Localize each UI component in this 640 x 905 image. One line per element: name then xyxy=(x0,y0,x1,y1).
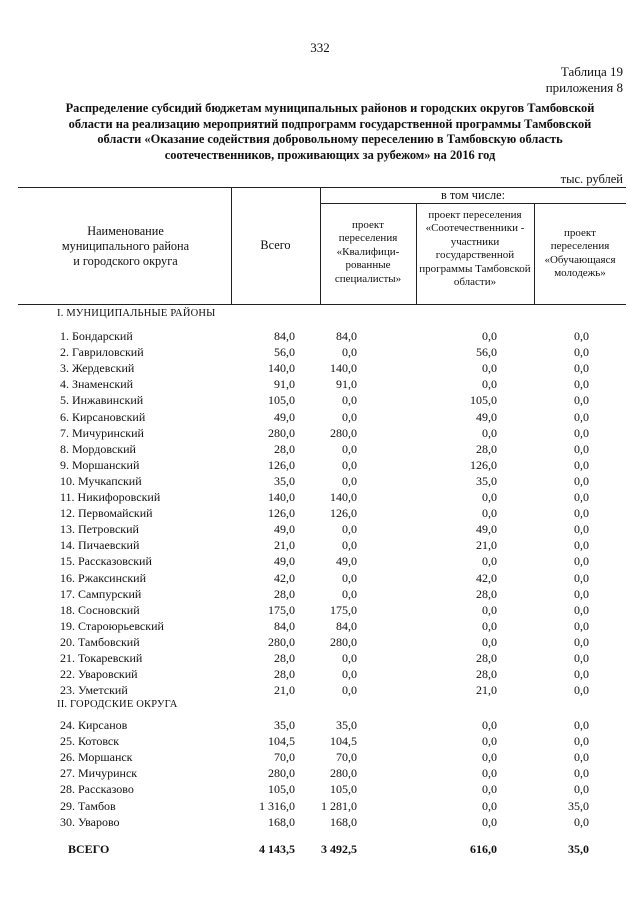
cell-youth: 0,0 xyxy=(574,814,589,829)
cell-youth: 0,0 xyxy=(574,651,589,665)
row-name: 21. Токаревский xyxy=(60,651,143,665)
cell-youth: 0,0 xyxy=(574,718,589,732)
cell-qualified: 0,0 xyxy=(342,457,357,472)
cell-youth: 0,0 xyxy=(574,667,589,682)
table-row xyxy=(0,344,640,360)
cell-qualified: 0,0 xyxy=(342,473,357,488)
cell-qualified: 0,0 xyxy=(342,683,357,698)
appendix-label: приложения 8 xyxy=(545,80,623,95)
row-name: 1. Бондарский xyxy=(60,329,133,343)
cell-youth: 0,0 xyxy=(574,734,589,749)
cell-compatriots: 105,0 xyxy=(470,393,497,408)
header-name xyxy=(20,224,231,269)
cell-compatriots: 49,0 xyxy=(476,409,497,424)
header-line: Наименование xyxy=(87,224,164,238)
units-label: тыс. рублей xyxy=(560,172,623,186)
cell-total: 21,0 xyxy=(274,683,295,698)
header-line: переселения xyxy=(550,240,610,253)
table-row xyxy=(0,650,640,666)
cell-youth: 0,0 xyxy=(574,345,589,360)
cell-total: 70,0 xyxy=(274,750,295,765)
cell-qualified: 140,0 xyxy=(330,361,357,376)
page-number: 332 xyxy=(310,40,330,55)
header-line: специалисты» xyxy=(334,272,402,285)
cell-compatriots: 42,0 xyxy=(476,570,497,585)
table-caption xyxy=(546,64,623,96)
table-row xyxy=(0,717,640,733)
row-name: 29. Тамбов xyxy=(60,798,116,813)
table-row xyxy=(0,409,640,425)
row-name: 12. Первомайский xyxy=(60,506,153,521)
cell-total: 140,0 xyxy=(268,361,295,376)
cell-total: 84,0 xyxy=(274,618,295,633)
header-line: «Соотечественники - xyxy=(425,222,525,235)
cell-compatriots: 0,0 xyxy=(482,506,497,521)
cell-total: 28,0 xyxy=(274,667,295,682)
cell-qualified: 0,0 xyxy=(342,441,357,456)
row-name: 2. Гавриловский xyxy=(60,345,144,360)
cell-youth: 0,0 xyxy=(574,490,589,504)
cell-total: 84,0 xyxy=(274,329,295,343)
cell-total: 35,0 xyxy=(274,473,295,488)
cell-qualified: 104,5 xyxy=(330,734,357,749)
row-name: 5. Инжавинский xyxy=(60,393,144,408)
cell-youth: 0,0 xyxy=(574,618,589,633)
cell-compatriots: 0,0 xyxy=(482,554,497,569)
table-row xyxy=(0,473,640,489)
row-name: 7. Мичуринский xyxy=(60,425,144,440)
cell-qualified: 0,0 xyxy=(342,345,357,360)
cell-youth: 0,0 xyxy=(574,409,589,424)
cell-youth: 0,0 xyxy=(574,586,589,601)
table-row xyxy=(0,489,640,505)
header-bottom-border xyxy=(18,304,626,305)
cell-qualified: 84,0 xyxy=(336,618,357,633)
cell-compatriots: 126,0 xyxy=(470,457,497,472)
header-line: рованные xyxy=(345,259,391,272)
table-row xyxy=(0,765,640,781)
cell-qualified: 0,0 xyxy=(342,570,357,585)
title-line: области «Оказание содействия добровольному переселению в Тамбовскую область xyxy=(97,132,563,147)
cell-total: 280,0 xyxy=(268,634,295,649)
cell-compatriots: 21,0 xyxy=(476,538,497,553)
cell-youth: 0,0 xyxy=(574,782,589,797)
row-name: 14. Пичаевский xyxy=(60,538,140,553)
cell-youth: 0,0 xyxy=(574,441,589,456)
cell-youth: 0,0 xyxy=(574,361,589,376)
table-row xyxy=(0,425,640,441)
cell-compatriots: 0,0 xyxy=(482,602,497,617)
cell-compatriots: 0,0 xyxy=(482,377,497,392)
cell-total: 175,0 xyxy=(268,602,295,617)
cell-youth: 35,0 xyxy=(568,842,589,856)
cell-total: 168,0 xyxy=(268,814,295,829)
row-name: 13. Петровский xyxy=(60,522,139,537)
cell-compatriots: 0,0 xyxy=(482,782,497,797)
header-line: «Квалифици- xyxy=(336,245,400,258)
cell-qualified: 49,0 xyxy=(336,554,357,569)
cell-qualified: 1 281,0 xyxy=(321,798,357,813)
row-name: ВСЕГО xyxy=(68,842,110,856)
cell-youth: 0,0 xyxy=(574,634,589,649)
row-name: 27. Мичуринск xyxy=(60,766,138,781)
cell-total: 42,0 xyxy=(274,570,295,585)
cell-youth: 0,0 xyxy=(574,554,589,569)
cell-qualified: 0,0 xyxy=(342,667,357,682)
cell-total: 49,0 xyxy=(274,409,295,424)
table-row xyxy=(0,781,640,797)
cell-compatriots: 0,0 xyxy=(482,734,497,749)
table-row xyxy=(0,814,640,830)
row-name: 11. Никифоровский xyxy=(60,490,161,504)
table-row xyxy=(0,376,640,392)
title-line: области на реализацию мероприятий подпрограмм государственной программы Тамбовской xyxy=(68,116,592,131)
cell-qualified: 0,0 xyxy=(342,409,357,424)
cell-total: 140,0 xyxy=(268,490,295,504)
table-row xyxy=(0,798,640,814)
cell-compatriots: 616,0 xyxy=(470,842,497,856)
header-qualified xyxy=(320,219,416,286)
cell-qualified: 35,0 xyxy=(336,718,357,732)
section-title: II. ГОРОДСКИЕ ОКРУГА xyxy=(57,699,178,710)
cell-compatriots: 28,0 xyxy=(476,651,497,665)
cell-youth: 0,0 xyxy=(574,602,589,617)
cell-compatriots: 0,0 xyxy=(482,329,497,343)
header-line: программы Тамбовской xyxy=(419,262,531,275)
total-row xyxy=(0,841,640,857)
cell-qualified: 0,0 xyxy=(342,586,357,601)
cell-youth: 0,0 xyxy=(574,522,589,537)
header-line: проект переселения xyxy=(428,209,522,221)
cell-youth: 0,0 xyxy=(574,750,589,765)
cell-qualified: 84,0 xyxy=(336,329,357,343)
cell-compatriots: 0,0 xyxy=(482,750,497,765)
table-row xyxy=(0,666,640,682)
cell-compatriots: 21,0 xyxy=(476,683,497,698)
table-row xyxy=(0,360,640,376)
including-divider xyxy=(320,203,626,204)
cell-total: 21,0 xyxy=(274,538,295,553)
cell-compatriots: 35,0 xyxy=(476,473,497,488)
cell-qualified: 126,0 xyxy=(330,506,357,521)
cell-compatriots: 0,0 xyxy=(482,798,497,813)
table-row xyxy=(0,553,640,569)
row-name: 3. Жердевский xyxy=(60,361,135,376)
header-line: и городского округа xyxy=(73,254,178,268)
row-name: 15. Рассказовский xyxy=(60,554,152,569)
row-name: 19. Староюрьевский xyxy=(60,618,164,633)
cell-youth: 0,0 xyxy=(574,473,589,488)
header-line: государственной xyxy=(435,249,515,262)
cell-qualified: 168,0 xyxy=(330,814,357,829)
cell-total: 28,0 xyxy=(274,586,295,601)
cell-total: 49,0 xyxy=(274,522,295,537)
header-line: муниципального района xyxy=(61,239,190,253)
row-name: 8. Мордовский xyxy=(60,441,136,456)
cell-qualified: 280,0 xyxy=(330,425,357,440)
cell-total: 28,0 xyxy=(274,441,295,456)
cell-qualified: 91,0 xyxy=(336,377,357,392)
cell-compatriots: 28,0 xyxy=(476,441,497,456)
cell-youth: 0,0 xyxy=(574,506,589,521)
cell-total: 91,0 xyxy=(274,377,295,392)
row-name: 6. Кирсановский xyxy=(60,409,146,424)
cell-compatriots: 28,0 xyxy=(476,586,497,601)
cell-qualified: 3 492,5 xyxy=(321,842,357,856)
cell-youth: 0,0 xyxy=(574,683,589,698)
title-line: соотечественников, проживающих за рубежом» на 2016 год xyxy=(164,147,496,162)
cell-qualified: 105,0 xyxy=(330,782,357,797)
cell-compatriots: 0,0 xyxy=(482,618,497,633)
cell-youth: 35,0 xyxy=(568,798,589,813)
header-line: проект xyxy=(352,219,384,231)
table-row xyxy=(0,618,640,634)
header-youth xyxy=(534,227,626,281)
table-row xyxy=(0,457,640,473)
header-line: участники xyxy=(450,235,500,248)
table-row xyxy=(0,682,640,698)
table-row xyxy=(0,505,640,521)
cell-total: 105,0 xyxy=(268,782,295,797)
cell-youth: 0,0 xyxy=(574,377,589,392)
cell-qualified: 175,0 xyxy=(330,602,357,617)
document-title xyxy=(52,101,608,163)
title-line: Распределение субсидий бюджетам муниципальных районов и городских округов Тамбовской xyxy=(65,101,595,115)
cell-youth: 0,0 xyxy=(574,329,589,343)
cell-total: 49,0 xyxy=(274,554,295,569)
cell-qualified: 0,0 xyxy=(342,538,357,553)
row-name: 4. Знаменский xyxy=(60,377,134,392)
row-name: 17. Сампурский xyxy=(60,586,142,601)
cell-total: 104,5 xyxy=(268,734,295,749)
row-name: 22. Уваровский xyxy=(60,667,138,682)
table-row xyxy=(0,441,640,457)
section-title: I. МУНИЦИПАЛЬНЫЕ РАЙОНЫ xyxy=(57,308,216,319)
cell-compatriots: 0,0 xyxy=(482,361,497,376)
cell-qualified: 140,0 xyxy=(330,490,357,504)
cell-total: 56,0 xyxy=(274,345,295,360)
row-name: 24. Кирсанов xyxy=(60,718,128,732)
cell-compatriots: 28,0 xyxy=(476,667,497,682)
header-line: проект xyxy=(564,227,596,239)
cell-compatriots: 0,0 xyxy=(482,490,497,504)
header-line: молодежь» xyxy=(554,267,606,280)
cell-total: 126,0 xyxy=(268,457,295,472)
row-name: 16. Ржаксинский xyxy=(60,570,146,585)
cell-qualified: 0,0 xyxy=(342,651,357,665)
table-row xyxy=(0,328,640,344)
header-line: «Обучающаяся xyxy=(544,253,616,266)
cell-youth: 0,0 xyxy=(574,393,589,408)
table-row xyxy=(0,733,640,749)
cell-qualified: 70,0 xyxy=(336,750,357,765)
cell-compatriots: 0,0 xyxy=(482,425,497,440)
cell-compatriots: 0,0 xyxy=(482,634,497,649)
table-row xyxy=(0,392,640,408)
header-including: в том числе: xyxy=(440,188,506,202)
row-name: 20. Тамбовский xyxy=(60,634,140,649)
cell-total: 280,0 xyxy=(268,766,295,781)
cell-youth: 0,0 xyxy=(574,457,589,472)
row-name: 18. Сосновский xyxy=(60,602,140,617)
cell-qualified: 280,0 xyxy=(330,766,357,781)
cell-total: 126,0 xyxy=(268,506,295,521)
cell-compatriots: 0,0 xyxy=(482,718,497,732)
table-row xyxy=(0,521,640,537)
cell-total: 28,0 xyxy=(274,651,295,665)
cell-compatriots: 0,0 xyxy=(482,766,497,781)
row-name: 30. Уварово xyxy=(60,814,120,829)
header-line: области» xyxy=(453,276,497,289)
table-row xyxy=(0,634,640,650)
row-name: 10. Мучкапский xyxy=(60,473,142,488)
header-line: переселения xyxy=(338,232,398,245)
cell-youth: 0,0 xyxy=(574,425,589,440)
header-compatriots xyxy=(416,209,534,289)
row-name: 23. Уметский xyxy=(60,683,128,698)
table-row xyxy=(0,602,640,618)
cell-youth: 0,0 xyxy=(574,570,589,585)
cell-total: 105,0 xyxy=(268,393,295,408)
cell-total: 4 143,5 xyxy=(259,842,295,856)
cell-qualified: 0,0 xyxy=(342,522,357,537)
cell-qualified: 0,0 xyxy=(342,393,357,408)
row-name: 28. Рассказово xyxy=(60,782,134,797)
cell-compatriots: 0,0 xyxy=(482,814,497,829)
cell-compatriots: 49,0 xyxy=(476,522,497,537)
cell-youth: 0,0 xyxy=(574,538,589,553)
cell-qualified: 280,0 xyxy=(330,634,357,649)
header-total: Всего xyxy=(260,238,291,252)
cell-total: 280,0 xyxy=(268,425,295,440)
cell-compatriots: 56,0 xyxy=(476,345,497,360)
table-row xyxy=(0,537,640,553)
table-label: Таблица 19 xyxy=(560,64,623,79)
row-name: 25. Котовск xyxy=(60,734,120,749)
table-row xyxy=(0,586,640,602)
row-name: 26. Моршанск xyxy=(60,750,133,765)
cell-total: 35,0 xyxy=(274,718,295,732)
row-name: 9. Моршанский xyxy=(60,457,140,472)
cell-total: 1 316,0 xyxy=(259,798,295,813)
table-row xyxy=(0,749,640,765)
table-row xyxy=(0,570,640,586)
cell-youth: 0,0 xyxy=(574,766,589,781)
